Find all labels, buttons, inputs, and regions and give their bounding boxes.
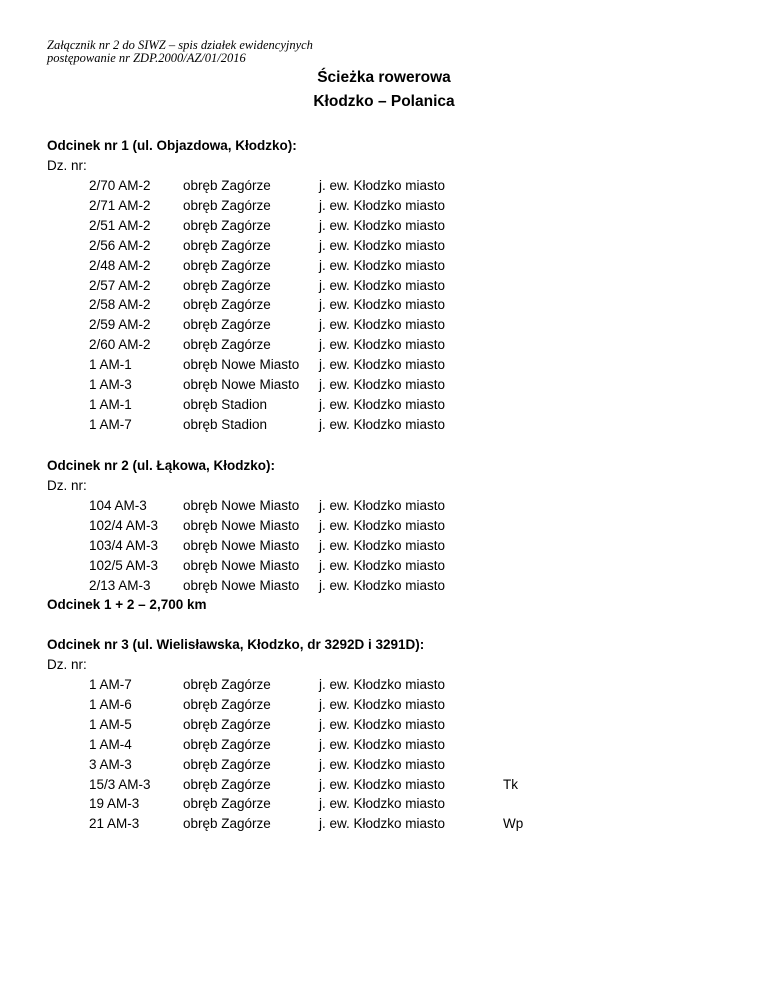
parcel-precinct: obręb Zagórze xyxy=(183,277,271,293)
parcel-precinct: obręb Zagórze xyxy=(183,696,271,712)
parcel-row xyxy=(0,218,768,238)
parcel-registry-unit: j. ew. Kłodzko miasto xyxy=(319,237,446,253)
parcel-number: 102/4 AM-3 xyxy=(89,517,159,533)
section-title: Odcinek nr 1 (ul. Objazdowa, Kłodzko): xyxy=(47,138,297,153)
parcel-precinct: obręb Zagórze xyxy=(183,317,271,333)
parcel-number: 103/4 AM-3 xyxy=(89,537,159,553)
parcel-registry-unit: j. ew. Kłodzko miasto xyxy=(319,537,446,553)
parcel-registry-unit: j. ew. Kłodzko miasto xyxy=(319,756,446,772)
parcel-precinct: obręb Zagórze xyxy=(183,257,271,273)
parcel-number: 21 AM-3 xyxy=(89,816,140,832)
parcel-number: 2/57 AM-2 xyxy=(89,277,151,293)
attachment-header-line2: postępowanie nr ZDP.2000/AZ/01/2016 xyxy=(47,51,246,65)
attachment-header-line1: Załącznik nr 2 do SIWZ – spis działek ewidencyjnych xyxy=(47,38,313,52)
parcel-number: 2/60 AM-2 xyxy=(89,337,151,353)
parcel-number: 1 AM-1 xyxy=(89,357,132,373)
parcel-precinct: obręb Zagórze xyxy=(183,816,271,832)
parcel-row xyxy=(0,796,768,816)
parcel-registry-unit: j. ew. Kłodzko miasto xyxy=(319,776,446,792)
parcel-number: 19 AM-3 xyxy=(89,796,140,812)
parcel-registry-unit: j. ew. Kłodzko miasto xyxy=(319,396,446,412)
parcel-precinct: obręb Zagórze xyxy=(183,736,271,752)
parcel-precinct: obręb Zagórze xyxy=(183,297,271,313)
parcel-precinct: obręb Zagórze xyxy=(183,677,271,692)
parcel-registry-unit: j. ew. Kłodzko miasto xyxy=(319,257,446,273)
parcel-precinct: obręb Zagórze xyxy=(183,178,271,193)
parcel-row xyxy=(0,737,768,757)
parcel-row xyxy=(0,757,768,777)
parcel-number: 102/5 AM-3 xyxy=(89,557,159,573)
parcel-registry-unit: j. ew. Kłodzko miasto xyxy=(319,377,446,392)
parcel-registry-unit: j. ew. Kłodzko miasto xyxy=(319,498,446,513)
parcel-row xyxy=(0,357,768,377)
parcel-registry-unit: j. ew. Kłodzko miasto xyxy=(319,337,446,353)
parcel-number: 2/58 AM-2 xyxy=(89,297,151,313)
parcel-number: 15/3 AM-3 xyxy=(89,776,151,792)
parcel-registry-unit: j. ew. Kłodzko miasto xyxy=(319,178,446,193)
section-dz-label: Dz. nr: xyxy=(47,657,87,672)
parcel-precinct: obręb Zagórze xyxy=(183,796,271,812)
parcel-number: 2/56 AM-2 xyxy=(89,237,151,253)
parcel-row xyxy=(0,717,768,737)
parcel-registry-unit: j. ew. Kłodzko miasto xyxy=(319,677,446,692)
parcel-precinct: obręb Nowe Miasto xyxy=(183,357,300,373)
parcel-precinct: obręb Zagórze xyxy=(183,756,271,772)
parcel-row xyxy=(0,578,768,598)
parcel-registry-unit: j. ew. Kłodzko miasto xyxy=(319,317,446,333)
parcel-row xyxy=(0,498,768,518)
parcel-number: 2/51 AM-2 xyxy=(89,217,151,233)
attachment-header xyxy=(47,39,313,65)
parcel-row xyxy=(0,377,768,397)
parcel-registry-unit: j. ew. Kłodzko miasto xyxy=(319,557,446,573)
parcel-number: 2/70 AM-2 xyxy=(89,178,151,193)
parcel-row xyxy=(0,337,768,357)
parcel-number: 1 AM-6 xyxy=(89,696,132,712)
parcel-row xyxy=(0,538,768,558)
parcel-registry-unit: j. ew. Kłodzko miasto xyxy=(319,297,446,313)
parcel-precinct: obręb Stadion xyxy=(183,416,268,432)
parcel-number: 1 AM-7 xyxy=(89,416,132,432)
parcel-number: 1 AM-4 xyxy=(89,736,132,752)
parcel-row xyxy=(0,397,768,417)
section-title: Odcinek nr 3 (ul. Wielisławska, Kłodzko, dr 3292D i 3291D): xyxy=(47,637,425,652)
parcel-registry-unit: j. ew. Kłodzko miasto xyxy=(319,716,446,732)
parcel-row xyxy=(0,297,768,317)
parcel-registry-unit: j. ew. Kłodzko miasto xyxy=(319,796,446,812)
parcel-row xyxy=(0,317,768,337)
parcel-number: 2/48 AM-2 xyxy=(89,257,151,273)
parcel-precinct: obręb Zagórze xyxy=(183,776,271,792)
parcel-number: 2/13 AM-3 xyxy=(89,577,151,593)
parcel-precinct: obręb Nowe Miasto xyxy=(183,517,300,533)
parcel-row xyxy=(0,697,768,717)
parcel-registry-unit: j. ew. Kłodzko miasto xyxy=(319,517,446,533)
parcel-row xyxy=(0,677,768,697)
parcel-registry-unit: j. ew. Kłodzko miasto xyxy=(319,277,446,293)
parcel-number: 1 AM-1 xyxy=(89,396,132,412)
parcel-row xyxy=(0,258,768,278)
parcel-number: 1 AM-3 xyxy=(89,377,132,392)
parcel-precinct: obręb Nowe Miasto xyxy=(183,577,300,593)
parcel-registry-unit: j. ew. Kłodzko miasto xyxy=(319,217,446,233)
parcel-precinct: obręb Zagórze xyxy=(183,237,271,253)
parcel-precinct: obręb Stadion xyxy=(183,396,268,412)
parcel-row xyxy=(0,278,768,298)
parcel-registry-unit: j. ew. Kłodzko miasto xyxy=(319,197,446,213)
parcel-row xyxy=(0,518,768,538)
parcel-precinct: obręb Zagórze xyxy=(183,217,271,233)
parcel-registry-unit: j. ew. Kłodzko miasto xyxy=(319,577,446,593)
parcel-number: 2/59 AM-2 xyxy=(89,317,151,333)
parcel-precinct: obręb Nowe Miasto xyxy=(183,537,300,553)
parcel-precinct: obręb Zagórze xyxy=(183,337,271,353)
parcel-precinct: obręb Zagórze xyxy=(183,197,271,213)
parcel-precinct: obręb Zagórze xyxy=(183,716,271,732)
parcel-number: 1 AM-5 xyxy=(89,716,132,732)
parcel-registry-unit: j. ew. Kłodzko miasto xyxy=(319,816,446,832)
parcel-row xyxy=(0,558,768,578)
parcel-precinct: obręb Nowe Miasto xyxy=(183,557,300,573)
parcel-number: 3 AM-3 xyxy=(89,756,132,772)
parcel-number: 2/71 AM-2 xyxy=(89,197,151,213)
parcel-row xyxy=(0,417,768,437)
parcel-row xyxy=(0,198,768,218)
parcel-note: Wp xyxy=(503,816,524,832)
parcel-precinct: obręb Nowe Miasto xyxy=(183,377,300,392)
parcel-row xyxy=(0,178,768,198)
section-dz-label: Dz. nr: xyxy=(47,478,87,493)
parcel-row xyxy=(0,816,768,836)
parcel-number: 1 AM-7 xyxy=(89,677,132,692)
section-summary: Odcinek 1 + 2 – 2,700 km xyxy=(47,597,207,612)
parcel-precinct: obręb Nowe Miasto xyxy=(183,498,300,513)
parcel-registry-unit: j. ew. Kłodzko miasto xyxy=(319,736,446,752)
document-subtitle: Kłodzko – Polanica xyxy=(313,93,455,110)
parcel-registry-unit: j. ew. Kłodzko miasto xyxy=(319,357,446,373)
parcel-number: 104 AM-3 xyxy=(89,498,147,513)
parcel-row xyxy=(0,238,768,258)
section-title: Odcinek nr 2 (ul. Łąkowa, Kłodzko): xyxy=(47,458,276,473)
parcel-row xyxy=(0,777,768,797)
parcel-note: Tk xyxy=(503,776,518,792)
document-title: Ścieżka rowerowa xyxy=(317,69,451,86)
section-dz-label: Dz. nr: xyxy=(47,158,87,173)
parcel-registry-unit: j. ew. Kłodzko miasto xyxy=(319,696,446,712)
parcel-registry-unit: j. ew. Kłodzko miasto xyxy=(319,416,446,432)
